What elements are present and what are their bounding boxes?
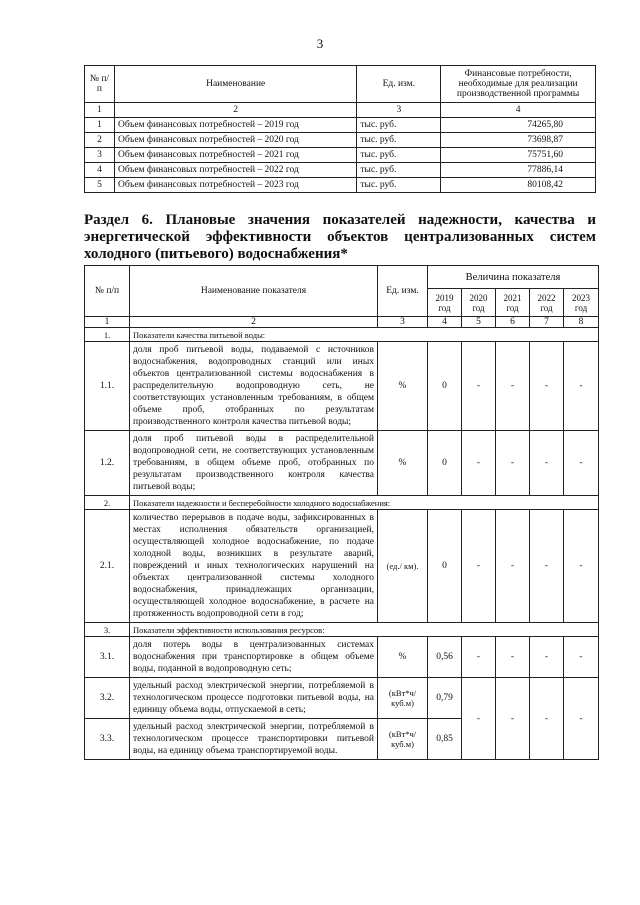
t1-value: 75751,60 [441, 148, 596, 163]
row-num: 3.2. [85, 678, 130, 719]
t2-header-num: № п/п [85, 266, 130, 317]
row-value: 0 [428, 510, 462, 623]
table-row [85, 623, 599, 637]
table-row [85, 678, 599, 719]
t1-name: Объем финансовых потребностей – 2019 год [114, 118, 356, 133]
row-value: - [564, 510, 599, 623]
row-value: - [496, 431, 530, 496]
row-name: доля проб питьевой воды, подаваемой с источников водоснабжения, водопроводных станций или иных объектов централизованной системы водоснабжения в распределительную водопроводную сеть, не соответствующих установленным требованиям, в общем объеме проб, отобранных по результатам производственного контроля качества питьевой воды; [130, 342, 378, 431]
row-name: доля потерь воды в централизованных системах водоснабжения при транспортировке в общем объеме воды, поданной в водопроводную сеть; [130, 637, 378, 678]
t1-value: 77886,14 [441, 163, 596, 178]
section-title-line: холодного (питьевого) водоснабжения* [84, 246, 348, 262]
t2-header-year: 2019 год [428, 289, 462, 317]
group-title: Показатели надежности и бесперебойности холодного водоснабжения: [130, 496, 599, 510]
t1-num: 4 [85, 163, 115, 178]
t1-unit: тыс. руб. [357, 118, 441, 133]
group-num: 2. [85, 496, 130, 510]
row-value: - [462, 637, 496, 678]
row-value: - [564, 342, 599, 431]
t2-header-name: Наименование показателя [130, 266, 378, 317]
t2-header-unit: Ед. изм. [378, 266, 428, 317]
section-title-line: Раздел 6. Плановые значения показателей надежности, качества и [84, 212, 596, 228]
t2-header-year: 2023 год [564, 289, 599, 317]
row-unit: (кВт*ч/ куб.м) [378, 719, 428, 760]
section-title-line: энергетической эффективности объектов централизованных систем [84, 229, 596, 245]
row-name: количество перерывов в подаче воды, зафиксированных в местах исполнения обязательств организацией, осуществляющей холодное водоснабжение, по подаче холодной воды, возникших в результате аварий, повреждений и иных технологических нарушений на объектах централизованной системы холодного водоснабжения, принадлежащих организации, осуществляющей холодное водоснабжение, в расчете на протяженность водопроводной сети в год; [130, 510, 378, 623]
t1-unit: тыс. руб. [357, 133, 441, 148]
row-value: - [530, 431, 564, 496]
row-value: - [530, 637, 564, 678]
row-value: - [496, 342, 530, 431]
merged-value: - [462, 678, 496, 760]
merged-value: - [530, 678, 564, 760]
t2-header-year: 2021 год [496, 289, 530, 317]
table-row [85, 510, 599, 623]
t2-header-year: 2020 год [462, 289, 496, 317]
row-name: удельный расход электрической энергии, потребляемой в технологическом процессе подготовки питьевой воды, на единицу объема воды, отпускаемой в сеть; [130, 678, 378, 719]
table-row [85, 637, 599, 678]
t1-header-fin: Финансовые потребности, необходимые для реализации производственной программы [441, 66, 596, 103]
row-num: 3.1. [85, 637, 130, 678]
group-num: 3. [85, 623, 130, 637]
row-value: - [564, 431, 599, 496]
t1-index-cell: 4 [441, 103, 596, 118]
table-row [85, 496, 599, 510]
row-value: - [530, 510, 564, 623]
t1-index-cell: 3 [357, 103, 441, 118]
row-num: 1.1. [85, 342, 130, 431]
indicators-table [84, 265, 599, 760]
row-unit: % [378, 342, 428, 431]
row-name: удельный расход электрической энергии, потребляемой в технологическом процессе транспортировки питьевой воды, на единицу объема транспортируемой воды. [130, 719, 378, 760]
t2-index-cell: 1 [85, 317, 130, 328]
t1-value: 80108,42 [441, 178, 596, 193]
row-value: 0,56 [428, 637, 462, 678]
row-value: - [496, 637, 530, 678]
t1-unit: тыс. руб. [357, 178, 441, 193]
row-unit: (ед./ км). [378, 510, 428, 623]
t1-value: 74265,80 [441, 118, 596, 133]
t1-index-cell: 1 [85, 103, 115, 118]
row-unit: % [378, 637, 428, 678]
table-row [85, 163, 596, 178]
financial-needs-table [84, 65, 596, 193]
t1-num: 2 [85, 133, 115, 148]
group-num: 1. [85, 328, 130, 342]
row-name: доля проб питьевой воды в распределительной водопроводной сети, не соответствующих установленным требованиям, в общем объеме проб, отобранных по результатам производственного контроля качества питьевой воды; [130, 431, 378, 496]
t2-header-year: 2022 год [530, 289, 564, 317]
page-number: 3 [316, 36, 324, 51]
row-unit: (кВт*ч/ куб.м) [378, 678, 428, 719]
t1-name: Объем финансовых потребностей – 2021 год [114, 148, 356, 163]
t2-index-cell: 3 [378, 317, 428, 328]
row-value: 0,85 [428, 719, 462, 760]
t2-index-cell: 5 [462, 317, 496, 328]
t2-index-cell: 6 [496, 317, 530, 328]
section-title [84, 212, 596, 263]
table-row [85, 148, 596, 163]
merged-value: - [496, 678, 530, 760]
t1-num: 5 [85, 178, 115, 193]
row-num: 1.2. [85, 431, 130, 496]
t1-name: Объем финансовых потребностей – 2020 год [114, 133, 356, 148]
t2-index-cell: 4 [428, 317, 462, 328]
t2-index-cell: 7 [530, 317, 564, 328]
t2-index-cell: 8 [564, 317, 599, 328]
table-row [85, 328, 599, 342]
table-row [85, 118, 596, 133]
t1-unit: тыс. руб. [357, 163, 441, 178]
t2-index-cell: 2 [130, 317, 378, 328]
t1-num: 3 [85, 148, 115, 163]
row-value: - [530, 342, 564, 431]
t1-name: Объем финансовых потребностей – 2022 год [114, 163, 356, 178]
row-num: 3.3. [85, 719, 130, 760]
t1-value: 73698,87 [441, 133, 596, 148]
merged-value: - [564, 678, 599, 760]
group-title: Показатели качества питьевой воды: [130, 328, 599, 342]
t1-header-num: № п/п [85, 66, 115, 103]
row-unit: % [378, 431, 428, 496]
row-value: - [496, 510, 530, 623]
t2-header-value: Величина показателя [428, 266, 599, 289]
t1-num: 1 [85, 118, 115, 133]
t1-unit: тыс. руб. [357, 148, 441, 163]
row-value: 0 [428, 431, 462, 496]
t1-index-cell: 2 [114, 103, 356, 118]
row-num: 2.1. [85, 510, 130, 623]
row-value: - [462, 342, 496, 431]
group-title: Показатели эффективности использования ресурсов: [130, 623, 599, 637]
table-row [85, 178, 596, 193]
row-value: - [462, 510, 496, 623]
row-value: - [564, 637, 599, 678]
t1-name: Объем финансовых потребностей – 2023 год [114, 178, 356, 193]
table-row [85, 133, 596, 148]
table-row [85, 342, 599, 431]
t1-header-unit: Ед. изм. [357, 66, 441, 103]
t1-header-name: Наименование [114, 66, 356, 103]
row-value: 0,79 [428, 678, 462, 719]
row-value: - [462, 431, 496, 496]
table-row [85, 431, 599, 496]
row-value: 0 [428, 342, 462, 431]
